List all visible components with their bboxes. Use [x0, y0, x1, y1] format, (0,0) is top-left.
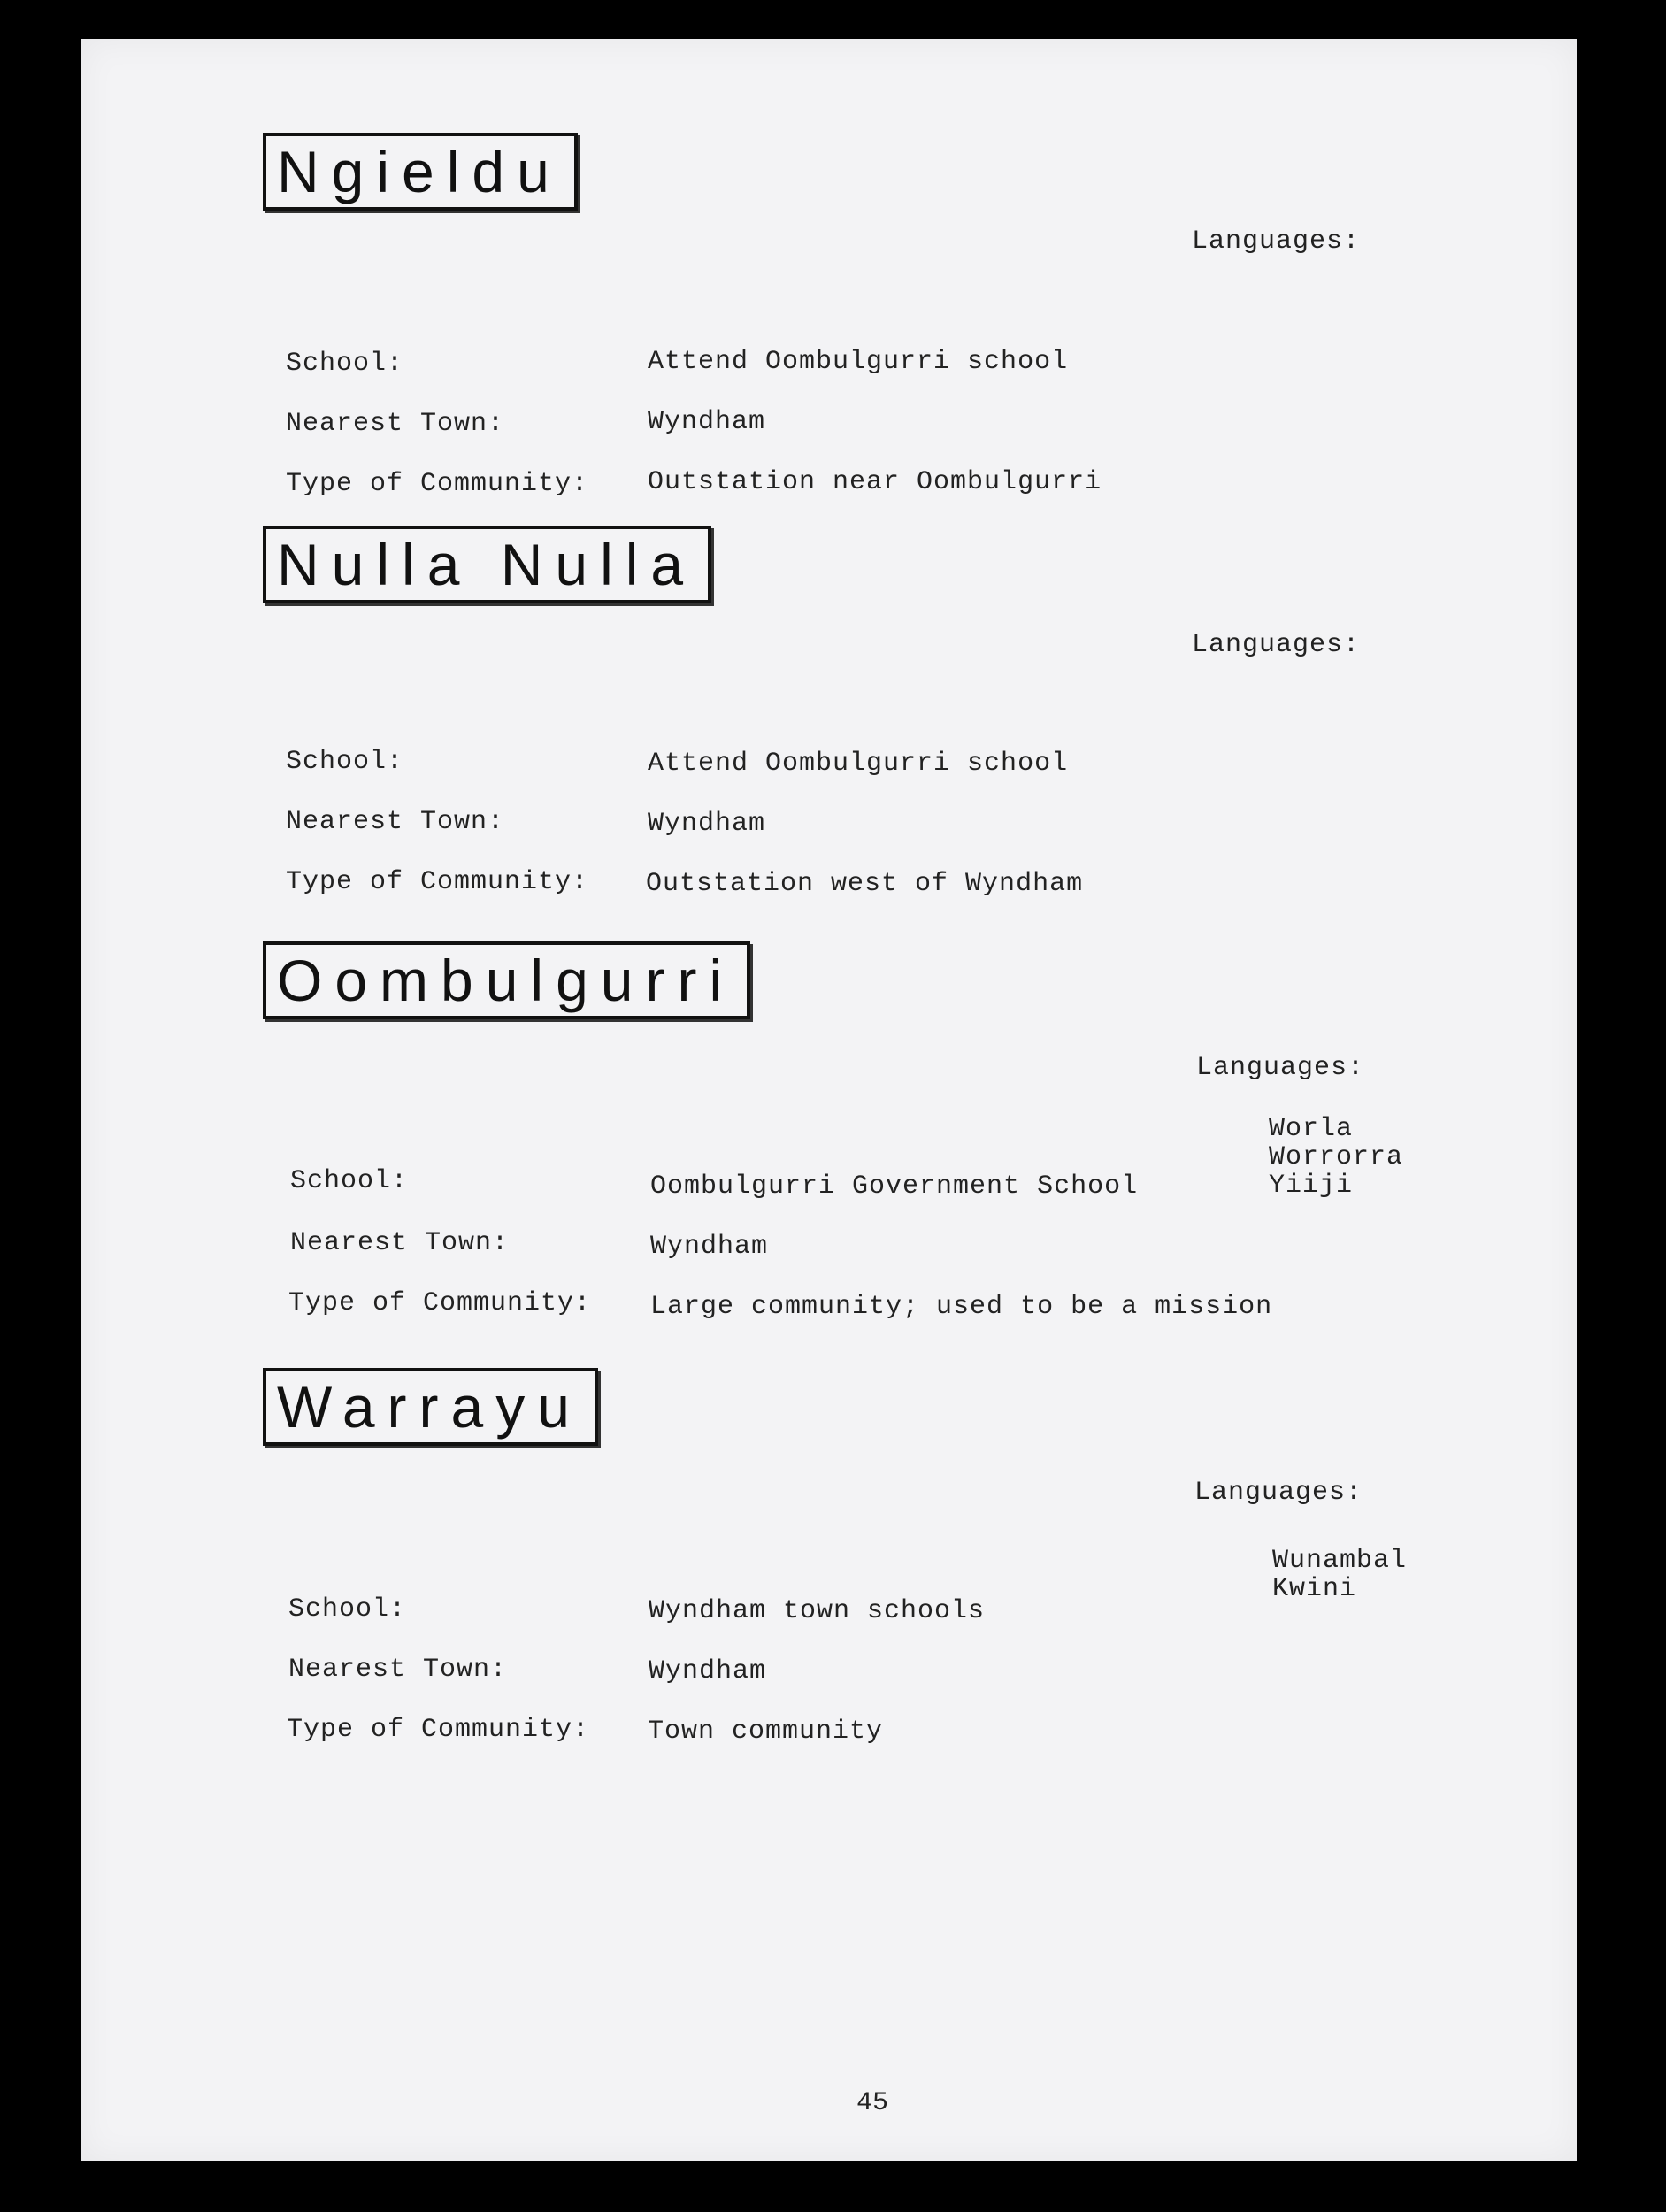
language-item: Yiiji: [1269, 1171, 1354, 1201]
document-page: [81, 39, 1577, 2161]
community-name: Warrayu: [277, 1374, 582, 1440]
nearest-town-value: Wyndham: [648, 809, 766, 839]
nearest-town-label: Nearest Town:: [290, 1228, 510, 1258]
languages-list: [1272, 1547, 1407, 1603]
type-of-community-value: Outstation near Oombulgurri: [648, 467, 1102, 497]
language-item: Worrorra: [1269, 1142, 1404, 1172]
nearest-town-label: Nearest Town:: [286, 409, 505, 439]
community-title-box: [263, 941, 750, 1019]
nearest-town-value: Wyndham: [650, 1232, 769, 1262]
nearest-town-value: Wyndham: [648, 407, 766, 437]
community-title-box: [263, 1368, 598, 1446]
languages-label: Languages:: [1192, 227, 1361, 257]
type-of-community-label: Type of Community:: [288, 1288, 592, 1318]
type-of-community-label: Type of Community:: [287, 1715, 590, 1745]
type-of-community-value: Large community; used to be a mission: [650, 1292, 1273, 1322]
community-title-box: [263, 133, 578, 211]
community-name: Ngieldu: [277, 139, 562, 204]
school-label: School:: [290, 1166, 409, 1196]
nearest-town-label: Nearest Town:: [288, 1655, 508, 1685]
languages-label: Languages:: [1192, 630, 1361, 660]
community-name: Nulla Nulla: [277, 532, 696, 597]
school-value: Attend Oombulgurri school: [648, 749, 1069, 779]
nearest-town-value: Wyndham: [649, 1656, 767, 1686]
type-of-community-value: Outstation west of Wyndham: [646, 869, 1084, 899]
school-label: School:: [286, 349, 404, 379]
school-value: Wyndham town schools: [649, 1596, 986, 1626]
languages-list: [1269, 1115, 1403, 1200]
type-of-community-label: Type of Community:: [286, 469, 589, 499]
community-name: Oombulgurri: [277, 948, 735, 1013]
school-label: School:: [286, 747, 404, 777]
page-number: 45: [856, 2088, 889, 2118]
languages-label: Languages:: [1196, 1053, 1365, 1083]
language-item: Kwini: [1272, 1574, 1357, 1604]
school-value: Attend Oombulgurri school: [648, 347, 1069, 377]
school-value: Oombulgurri Government School: [650, 1171, 1139, 1202]
community-title-box: [263, 526, 711, 603]
language-item: Worla: [1269, 1114, 1354, 1144]
school-label: School:: [288, 1594, 407, 1624]
type-of-community-value: Town community: [648, 1717, 884, 1747]
nearest-town-label: Nearest Town:: [286, 807, 505, 837]
languages-label: Languages:: [1194, 1478, 1363, 1508]
language-item: Wunambal: [1272, 1546, 1408, 1576]
type-of-community-label: Type of Community:: [286, 867, 589, 897]
